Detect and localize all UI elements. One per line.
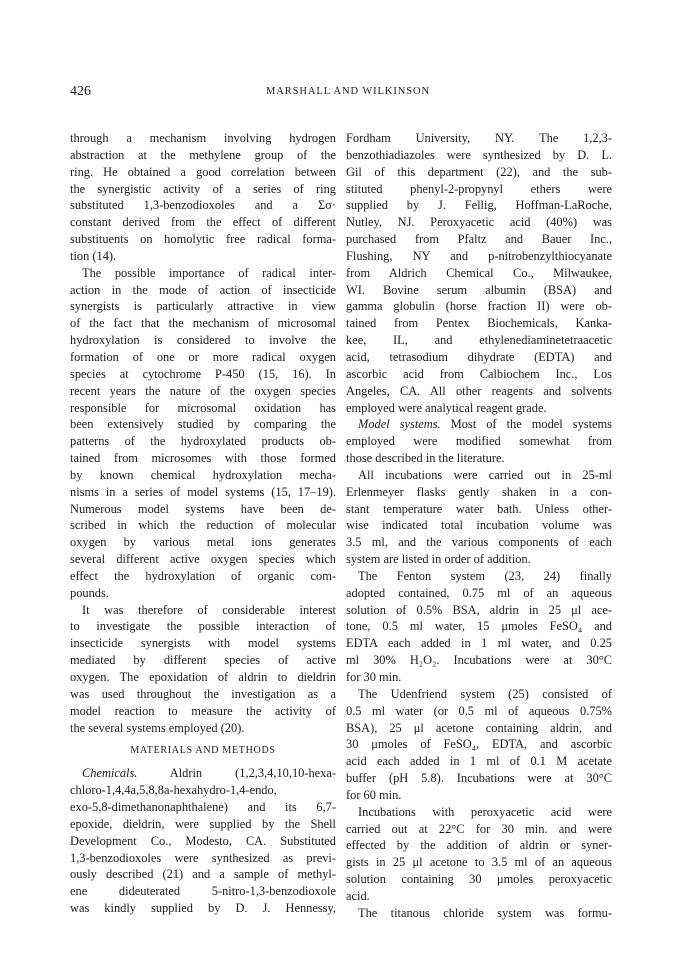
text-line: gamma globulin (horse fraction II) were ob- xyxy=(346,299,612,314)
run-in-heading: Chemicals. xyxy=(82,766,138,781)
text-line: employed were modified somewhat from xyxy=(346,434,612,449)
text-line: Numerous model systems have been de- xyxy=(70,501,336,516)
text-line: by known chemical hydroxylation mecha- xyxy=(70,467,336,482)
text-line: acid each added in 1 ml of 0.1 M acetate xyxy=(346,754,612,769)
text-line: purchased from Pfaltz and Bauer Inc., xyxy=(346,232,612,247)
text-line: Development Co., Modesto, CA. Substituted xyxy=(70,833,336,848)
text-line: WI. Bovine serum albumin (BSA) and xyxy=(346,282,612,297)
text-line: exo-5,8-dimethanonaphthalene) and its 6,7- xyxy=(70,800,336,815)
text-line: those described in the literature. xyxy=(346,451,505,466)
text-line: hydroxylation is considered to involve the xyxy=(70,333,336,348)
text-line: BSA), 25 μl acetone containing aldrin, and xyxy=(346,720,612,735)
text-line: mediated by different species of active xyxy=(70,653,336,668)
page-number: 426 xyxy=(70,84,91,99)
text-line: 0.5 ml water (or 0.5 ml of aqueous 0.75% xyxy=(346,703,612,718)
text-line: abstraction at the methylene group of the xyxy=(70,147,336,162)
text-line: was used throughout the investigation as a xyxy=(70,686,336,701)
text-line: wise indicated total incubation volume was xyxy=(346,518,612,533)
text-line: was kindly supplied by D. J. Hennessy, xyxy=(70,901,336,916)
text-line: Flushing, NY and p-nitrobenzylthiocyanate xyxy=(346,248,612,263)
left-column xyxy=(70,130,336,917)
text-line: benzothiadiazoles were synthesized by D. L. xyxy=(346,147,612,162)
text-line: species at cytochrome P-450 (15, 16). In xyxy=(70,366,336,381)
text-line: ring. He obtained a good correlation between xyxy=(70,164,336,179)
text-line: All incubations were carried out in 25-ml xyxy=(358,467,612,482)
text-line: nisms in a series of model systems (15, 17–19). xyxy=(70,484,336,499)
text-line: ascorbic acid from Calbiochem Inc., Los xyxy=(346,366,612,381)
text-line: carried out at 22°C for 30 min. and were xyxy=(346,821,612,836)
text-line: synergists is particularly attractive in view xyxy=(70,299,336,314)
text-line: insecticide synergists with model systems xyxy=(70,636,336,651)
text-line: model reaction to measure the activity of xyxy=(70,703,336,718)
text-line: system are listed in order of addition. xyxy=(346,552,531,567)
text-line: for 60 min. xyxy=(346,787,402,802)
text-line: of the fact that the mechanism of microsomal xyxy=(70,316,336,331)
text-line: Model systems. Most of the model systems xyxy=(358,417,612,432)
text-line: solution of 0.5% BSA, aldrin in 25 μl ace- xyxy=(346,602,612,617)
text-line: been extensively studied by comparing the xyxy=(70,417,336,432)
run-in-heading: Model systems. xyxy=(358,417,441,432)
running-head: MARSHALL AND WILKINSON xyxy=(266,86,430,97)
text-line: buffer (pH 5.8). Incubations were at 30°C xyxy=(346,771,612,786)
text-line: constant derived from the effect of different xyxy=(70,215,336,230)
text-line: adopted contained, 0.75 ml of an aqueous xyxy=(346,585,612,600)
text-line: ene dideuterated 5-nitro-1,3-benzodioxole xyxy=(70,884,336,899)
text-line: recent years the nature of the oxygen species xyxy=(70,383,336,398)
section-heading: MATERIALS AND METHODS xyxy=(130,745,276,757)
text-line: oxygen by various metal ions generates xyxy=(70,535,336,550)
text-line: Nutley, NJ. Peroxyacetic acid (40%) was xyxy=(346,215,612,230)
text-line: action in the mode of action of insecticide xyxy=(70,282,336,297)
page-header xyxy=(70,84,626,104)
text-line: ously described (21) and a sample of methyl- xyxy=(70,867,336,882)
text-line: tained from Pentex Biochemicals, Kanka- xyxy=(346,316,612,331)
text-line: several different active oxygen species which xyxy=(70,552,336,567)
text-line: the synergistic activity of a series of ring xyxy=(70,181,336,196)
text-line: effected by the addition of aldrin or syner- xyxy=(346,838,612,853)
text-line: kee, IL, and ethylenediaminetetraacetic xyxy=(346,333,612,348)
text-line: 3.5 ml, and the various components of each xyxy=(346,535,612,550)
text-line: substituted 1,3-benzodioxoles and a Σσ· xyxy=(70,198,336,213)
text-line: epoxide, dieldrin, were supplied by the Shell xyxy=(70,816,336,831)
text-line: The titanous chloride system was formu- xyxy=(358,905,612,920)
text-line: gists in 25 μl acetone to 3.5 ml of an aqueous xyxy=(346,855,612,870)
text-line: Erlenmeyer flasks gently shaken in a con- xyxy=(346,484,612,499)
text-line: to investigate the possible interaction of xyxy=(70,619,336,634)
text-line: pounds. xyxy=(70,585,109,600)
text-line: from Aldrich Chemical Co., Milwaukee, xyxy=(346,265,612,280)
text-line: for 30 min. xyxy=(346,670,402,684)
text-line: effect the hydroxylation of organic com- xyxy=(70,568,336,583)
text-line: supplied by J. Fellig, Hoffman-LaRoche, xyxy=(346,198,612,213)
text-line: stituted phenyl-2-propynyl ethers were xyxy=(346,181,612,196)
text-line: The Fenton system (23, 24) finally xyxy=(358,568,612,583)
text-line: through a mechanism involving hydrogen xyxy=(70,131,336,145)
text-line: employed were analytical reagent grade. xyxy=(346,400,547,415)
text-line: stant temperature water bath. Unless other- xyxy=(346,501,612,516)
text-line: formation of one or more radical oxygen xyxy=(70,349,336,364)
text-line: The Udenfriend system (25) consisted of xyxy=(358,686,612,701)
text-line: the several systems employed (20). xyxy=(70,720,245,735)
text-line: chloro-1,4,4a,5,8,8a-hexahydro-1,4-endo, xyxy=(70,783,277,798)
text-line: tone, 0.5 ml water, 15 μmoles FeSO₄ and xyxy=(346,619,612,634)
right-column xyxy=(346,130,612,922)
text-line: Chemicals. Aldrin (1,2,3,4,10,10-hexa- xyxy=(82,766,336,781)
text-line: tained from microsomes with those formed xyxy=(70,451,336,466)
text-line: ml 30% H₂O₂. Incubations were at 30°C xyxy=(346,653,612,668)
text-line: acid. xyxy=(346,888,370,903)
text-line: Gil of this department (22), and the sub- xyxy=(346,164,612,179)
text-line: tion (14). xyxy=(70,248,117,263)
text-line: patterns of the hydroxylated products ob- xyxy=(70,434,336,449)
text-line: The possible importance of radical inter- xyxy=(82,265,336,280)
text-line: acid, tetrasodium dihydrate (EDTA) and xyxy=(346,349,612,364)
text-line: Incubations with peroxyacetic acid were xyxy=(358,804,612,819)
text-line: It was therefore of considerable interest xyxy=(82,602,336,617)
text-line: scribed in which the reduction of molecular xyxy=(70,518,336,533)
text-line: EDTA each added in 1 ml water, and 0.25 xyxy=(346,636,612,651)
text-line: 30 μmoles of FeSO₄, EDTA, and ascorbic xyxy=(346,737,612,752)
text-line: Angeles, CA. All other reagents and solvents xyxy=(346,383,612,398)
text-line: responsible for microsomal oxidation has xyxy=(70,400,336,415)
text-line: 1,3-benzodioxoles were synthesized as previ- xyxy=(70,850,336,865)
text-line: Fordham University, NY. The 1,2,3- xyxy=(346,131,612,145)
text-line: solution containing 30 μmoles peroxyacetic xyxy=(346,872,612,887)
text-line: oxygen. The epoxidation of aldrin to dieldrin xyxy=(70,670,336,684)
text-line: substituents on homolytic free radical forma- xyxy=(70,232,336,247)
